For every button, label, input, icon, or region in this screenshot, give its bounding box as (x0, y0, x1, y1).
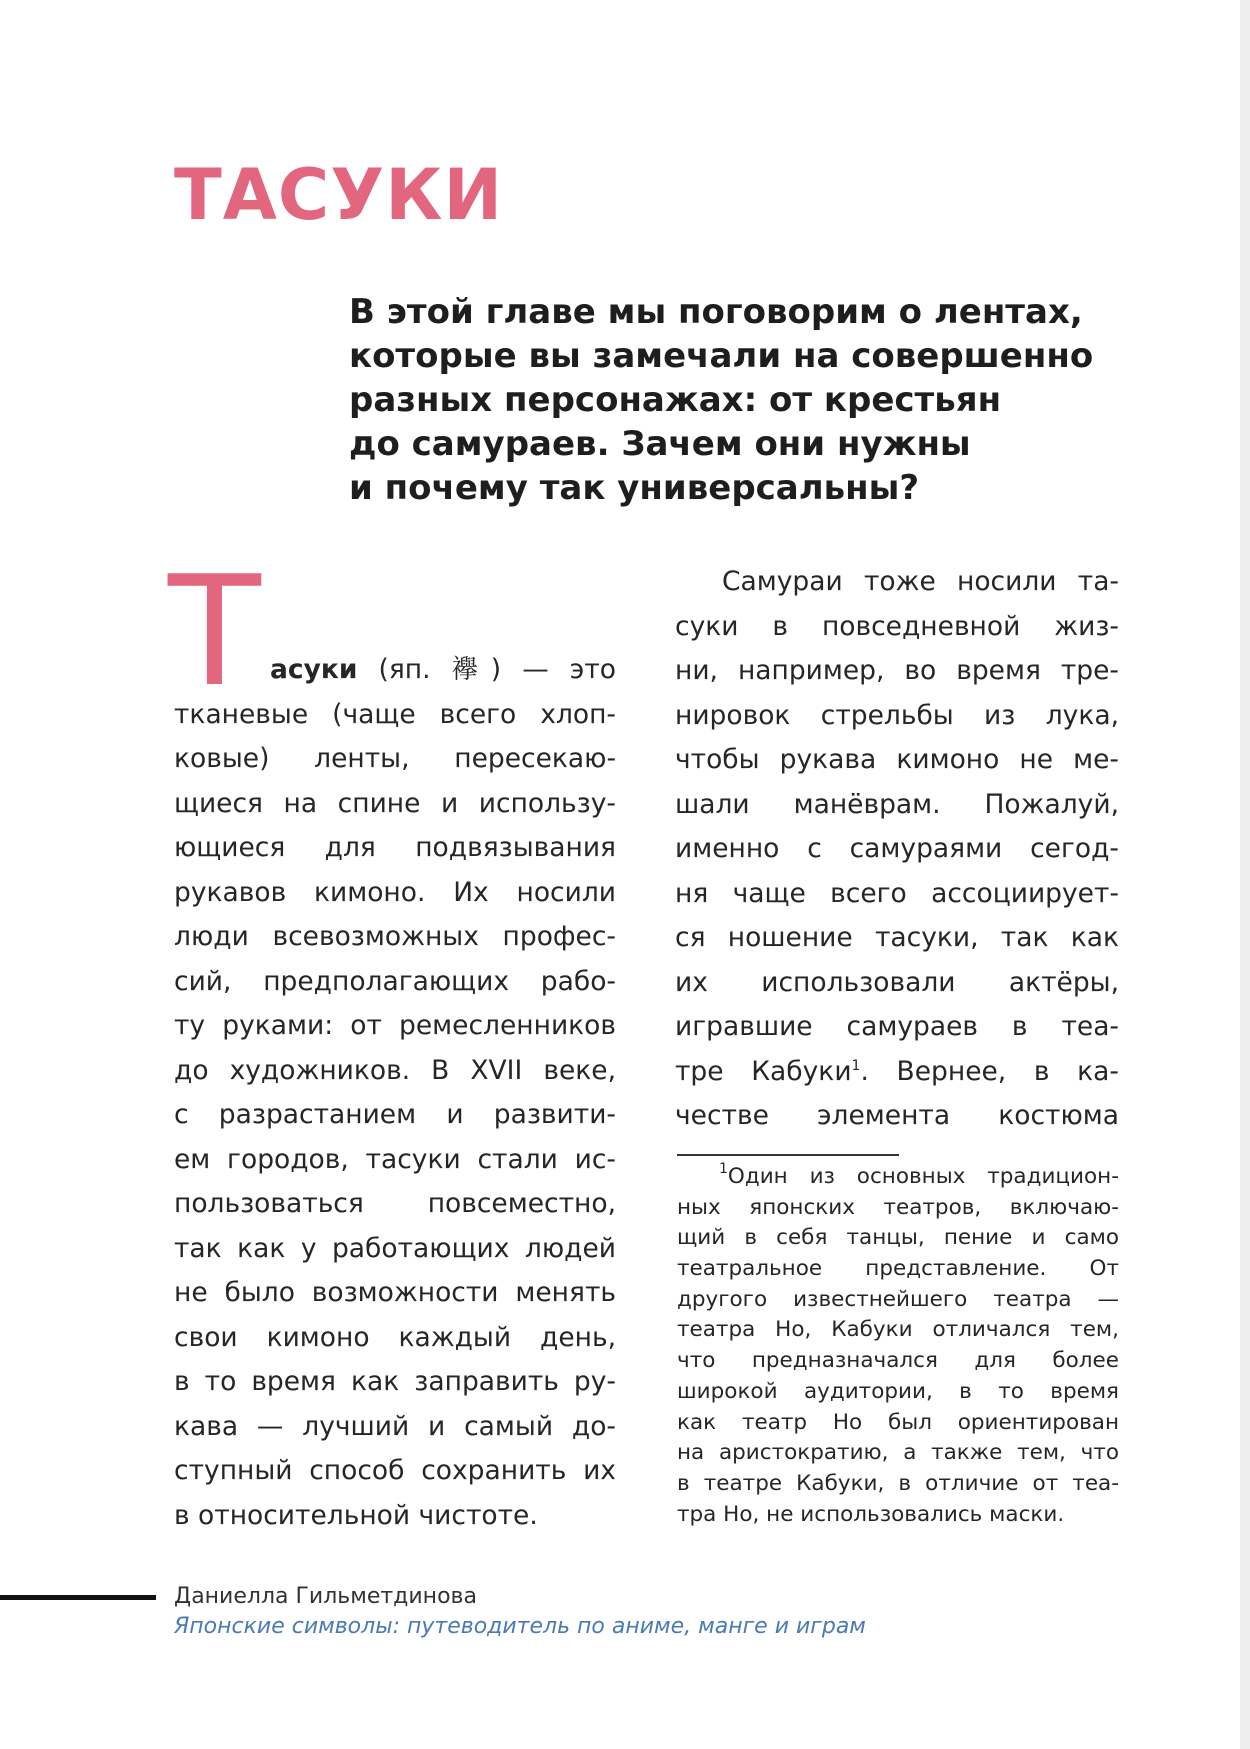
lead-line: В этой главе мы поговорим о лентах, (349, 292, 1083, 332)
footer-author: Даниелла Гильметдинова (174, 1584, 477, 1609)
body-line: чтобы рукава кимоно не ме- (675, 744, 1119, 775)
left-column (174, 648, 616, 1538)
footnote-line: ных японских театров, включаю- (677, 1194, 1119, 1220)
footnote-line: другого известнейшего театра — (677, 1286, 1119, 1312)
lead-line: разных персонажах: от крестьян (349, 380, 1002, 420)
footnote-line: что предназначался для более (677, 1348, 1119, 1374)
footer-book-title[interactable]: Японские символы: путеводитель по аниме, манге и играм (174, 1614, 866, 1639)
kabuki-text: тре Кабуки (675, 1055, 852, 1087)
body-line: ступный способ сохранить их (174, 1455, 616, 1486)
chapter-lead (349, 290, 1109, 510)
footnote-line (677, 1162, 1119, 1193)
footnote-divider (677, 1154, 899, 1156)
body-line: свои кимоно каждый день, (174, 1321, 616, 1353)
body-line: так как у работающих людей (174, 1232, 616, 1264)
footnote (677, 1162, 1119, 1530)
footnote-line-text: Один из основных традицион- (727, 1164, 1119, 1189)
body-line: ющиеся для подвязывания (174, 832, 616, 863)
footnote-line: театра Но, Кабуки отличался тем, (677, 1317, 1119, 1343)
lead-line: которые вы замечали на совершенно (349, 336, 1094, 376)
body-line: шали манёврам. Пожалуй, (675, 788, 1119, 820)
body-line: ковые) ленты, пересекаю- (174, 743, 616, 774)
body-line: честве элемента костюма (675, 1100, 1119, 1131)
footnote-line: щий в себя танцы, пение и само (677, 1225, 1119, 1251)
lead-line: и почему так универсальны? (349, 468, 920, 508)
body-line: ня чаще всего ассоциирует- (675, 877, 1119, 909)
footnote-line: широкой аудитории, в то время (677, 1378, 1119, 1404)
footnote-line: тра Но, не использовались маски. (677, 1501, 1065, 1527)
body-line: ту руками: от ремесленников (174, 1010, 616, 1041)
drop-cap: Т (168, 543, 261, 720)
body-line: игравшие самураев в теа- (675, 1011, 1119, 1042)
body-line: Самураи тоже носили та- (722, 566, 1119, 597)
body-line: суки в повседневной жиз- (675, 610, 1119, 642)
footnote-line: театральное представление. От (677, 1256, 1119, 1282)
footnote-line: в театре Кабуки, в отличие от теа- (677, 1470, 1119, 1496)
page-edge (1240, 0, 1250, 1749)
lead-line: до самураев. Зачем они нужны (349, 424, 971, 464)
body-line: ся ношение тасуки, так как (675, 922, 1119, 953)
footnote-number: 1 (719, 1161, 728, 1177)
body-line: с разрастанием и развити- (174, 1099, 616, 1130)
body-line: рукавов кимоно. Их носили (174, 876, 616, 908)
body-line: не было возможности менять (174, 1277, 616, 1308)
body-line: тканевые (чаще всего хлоп- (174, 698, 616, 730)
footnote-marker[interactable]: 1 (851, 1057, 861, 1074)
footer-bar (0, 1595, 156, 1600)
term-definition: (яп. 襷) — это (357, 654, 616, 685)
footnote-line: как театр Но был ориентирован (677, 1409, 1119, 1435)
chapter-title: ТАСУКИ (174, 154, 504, 236)
body-line: в то время как заправить ру- (174, 1366, 616, 1397)
right-column (675, 560, 1119, 1139)
footnote-line: на аристократию, а также тем, что (677, 1440, 1119, 1466)
body-line: сий, предполагающих рабо- (174, 965, 616, 997)
body-line: до художников. В XVII веке, (174, 1054, 616, 1086)
body-line: ни, например, во время тре- (675, 655, 1119, 686)
body-line: нировок стрельбы из лука, (675, 699, 1119, 731)
body-line: кава — лучший и самый до- (174, 1410, 616, 1442)
body-line-first (174, 648, 616, 693)
body-line: ем городов, тасуки стали ис- (174, 1143, 616, 1175)
kabuki-text-rest: . Вернее, в ка- (860, 1055, 1119, 1087)
body-line: именно с самураями сегод- (675, 833, 1119, 864)
body-line: люди всевозможных профес- (174, 921, 616, 952)
body-line: их использовали актёры, (675, 966, 1119, 998)
term-tasuki: асуки (270, 654, 358, 685)
body-line: в относительной чистоте. (174, 1499, 538, 1531)
body-line: пользоваться повсеместно, (174, 1188, 616, 1219)
body-line: щиеся на спине и использу- (174, 787, 616, 819)
body-line-kabuki (675, 1050, 1119, 1095)
